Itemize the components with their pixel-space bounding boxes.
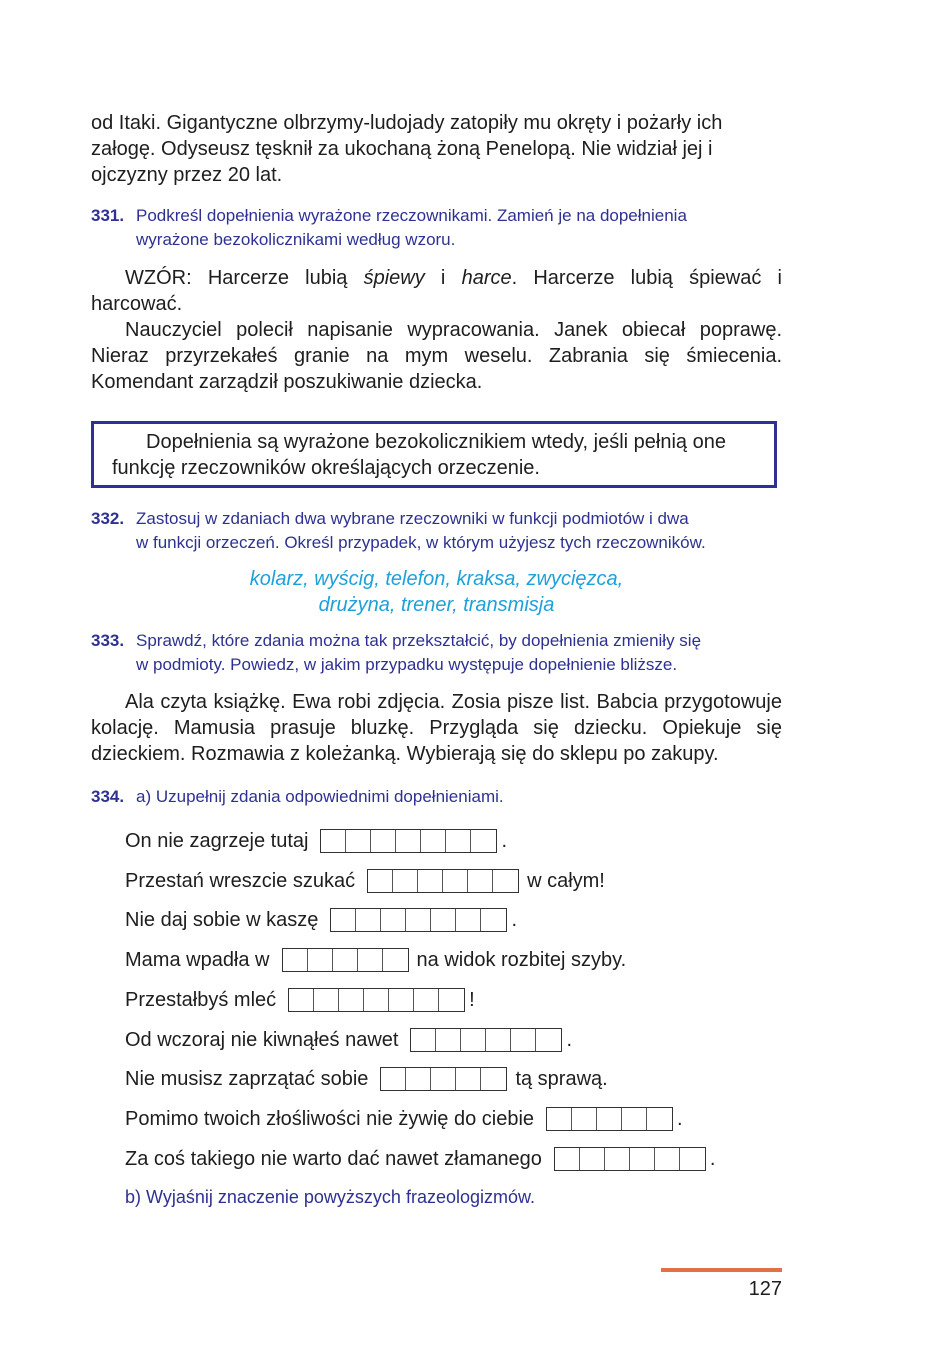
letter-cell[interactable]: [547, 1108, 572, 1130]
letter-cell[interactable]: [406, 1068, 431, 1090]
sentence-end: .: [709, 1147, 716, 1170]
letter-cell[interactable]: [443, 870, 468, 892]
exercise-334-instruction: [91, 785, 782, 809]
instruction-line-2: w podmioty. Powiedz, w jakim przypadku występuje dopełnienie bliższe.: [136, 655, 678, 674]
fill-in-row: [125, 1144, 715, 1174]
letter-cell[interactable]: [389, 989, 414, 1011]
letter-cell[interactable]: [381, 1068, 406, 1090]
letter-cell[interactable]: [371, 830, 396, 852]
letter-cell[interactable]: [630, 1148, 655, 1170]
answer-boxes[interactable]: [288, 988, 465, 1012]
letter-cell[interactable]: [456, 909, 481, 931]
answer-boxes[interactable]: [410, 1028, 562, 1052]
fill-in-row: [125, 1064, 608, 1094]
rule-info-box: [91, 421, 777, 488]
exercise-331-instruction: [91, 204, 782, 252]
letter-cell[interactable]: [308, 949, 333, 971]
intro-line-1: od Itaki. Gigantyczne olbrzymy-ludojady zatopiły mu okręty i pożarły ich: [91, 112, 723, 134]
letter-cell[interactable]: [536, 1029, 561, 1051]
word-list-line-2: drużyna, trener, transmisja: [318, 594, 555, 616]
wzor-word-1: śpiewy: [363, 267, 425, 289]
answer-boxes[interactable]: [546, 1107, 673, 1131]
fill-in-row: [125, 826, 507, 856]
exercise-number: 333.: [91, 631, 125, 650]
sentence-end: na widok rozbitej szyby.: [416, 949, 627, 972]
letter-cell[interactable]: [421, 830, 446, 852]
letter-cell[interactable]: [364, 989, 389, 1011]
letter-cell[interactable]: [431, 909, 456, 931]
wzor-suffix: . Harcerze lubią śpiewać i harcować.: [91, 267, 783, 315]
sentence-start: Nie daj sobie w kaszę: [125, 909, 319, 932]
wzor-prefix: WZÓR: Harcerze lubią: [125, 267, 364, 289]
instruction-line-2: wyrażone bezokolicznikami według wzoru.: [136, 230, 456, 249]
sentence-start: On nie zagrzeje tutaj: [125, 830, 309, 852]
instruction-line-2: w funkcji orzeczeń. Określ przypadek, w którym użyjesz tych rzeczowników.: [136, 533, 706, 552]
letter-cell[interactable]: [383, 949, 408, 971]
exercise-331-example: [91, 265, 782, 395]
answer-boxes[interactable]: [380, 1067, 507, 1091]
wzor-word-2: harce: [461, 267, 512, 289]
letter-cell[interactable]: [283, 949, 308, 971]
sentence-start: Przestań wreszcie szukać: [125, 869, 356, 892]
sentence-end: w całym!: [527, 869, 605, 892]
letter-cell[interactable]: [436, 1029, 461, 1051]
letter-cell[interactable]: [339, 989, 364, 1011]
answer-boxes[interactable]: [282, 948, 409, 972]
sentence-start: Nie musisz zaprzątać sobie: [125, 1068, 369, 1091]
letter-cell[interactable]: [346, 830, 371, 852]
letter-cell[interactable]: [461, 1029, 486, 1051]
footer-rule: [661, 1268, 782, 1272]
letter-cell[interactable]: [555, 1148, 580, 1170]
answer-boxes[interactable]: [320, 829, 497, 853]
letter-cell[interactable]: [580, 1148, 605, 1170]
letter-cell[interactable]: [381, 909, 406, 931]
sentence-end: .: [566, 1028, 573, 1051]
instruction-b: b) Wyjaśnij znaczenie powyższych frazeologizmów.: [125, 1187, 536, 1207]
letter-cell[interactable]: [647, 1108, 672, 1130]
letter-cell[interactable]: [605, 1148, 630, 1170]
fill-in-row: [125, 905, 517, 935]
instruction-line-1: Podkreśl dopełnienia wyrażone rzeczownikami. Zamień je na dopełnienia: [136, 206, 687, 225]
letter-cell[interactable]: [493, 870, 518, 892]
letter-cell[interactable]: [358, 949, 383, 971]
letter-cell[interactable]: [289, 989, 314, 1011]
letter-cell[interactable]: [481, 909, 506, 931]
letter-cell[interactable]: [418, 870, 443, 892]
sentence-end: !: [469, 988, 475, 1011]
intro-line-2: załogę. Odyseusz tęsknił za ukochaną żoną Penelopą. Nie widział jej i: [91, 138, 713, 160]
letter-cell[interactable]: [393, 870, 418, 892]
letter-cell[interactable]: [680, 1148, 705, 1170]
letter-cell[interactable]: [333, 949, 358, 971]
letter-cell[interactable]: [622, 1108, 647, 1130]
exercise-333-text-block: [91, 689, 782, 767]
sentence-start: Za coś takiego nie warto dać nawet złamanego: [125, 1147, 542, 1170]
sentence-start: Mama wpadła w: [125, 949, 270, 972]
wzor-example: [91, 265, 782, 317]
letter-cell[interactable]: [396, 830, 421, 852]
instruction-line-1: Zastosuj w zdaniach dwa wybrane rzeczowniki w funkcji podmiotów i dwa: [136, 509, 689, 528]
sentence-end: tą sprawą.: [515, 1068, 608, 1091]
wzor-mid: i: [424, 267, 462, 289]
fill-in-row: [125, 945, 626, 975]
sentence-start: Od wczoraj nie kiwnąłeś nawet: [125, 1028, 399, 1051]
fill-in-row: [125, 866, 605, 896]
exercise-332-instruction: [91, 507, 782, 555]
answer-boxes[interactable]: [330, 908, 507, 932]
instruction-line-1: Sprawdź, które zdania można tak przekształcić, by dopełnienia zmieniły się: [136, 631, 702, 650]
rule-text: Dopełnienia są wyrażone bezokolicznikiem wtedy, jeśli pełnią one funkcję rzeczowników określających orzeczenie.: [112, 431, 726, 479]
page-number: 127: [748, 1278, 782, 1300]
letter-cell[interactable]: [446, 830, 471, 852]
letter-cell[interactable]: [572, 1108, 597, 1130]
sentence-start: Przestałbyś mleć: [125, 988, 277, 1011]
sentence-end: .: [677, 1107, 683, 1130]
letter-cell[interactable]: [356, 909, 381, 931]
intro-line-3: ojczyzny przez 20 lat.: [91, 164, 283, 186]
letter-cell[interactable]: [431, 1068, 456, 1090]
letter-cell[interactable]: [368, 870, 393, 892]
answer-boxes[interactable]: [367, 869, 519, 893]
word-list: [91, 566, 782, 618]
letter-cell[interactable]: [314, 989, 339, 1011]
letter-cell[interactable]: [331, 909, 356, 931]
intro-paragraph: [91, 110, 782, 188]
sentence-end: .: [511, 909, 517, 932]
letter-cell[interactable]: [439, 989, 464, 1011]
letter-cell[interactable]: [486, 1029, 511, 1051]
exercise-number: 334.: [91, 787, 125, 806]
letter-cell[interactable]: [471, 830, 496, 852]
fill-in-row: [125, 985, 475, 1015]
answer-boxes[interactable]: [554, 1147, 706, 1171]
letter-cell[interactable]: [321, 830, 346, 852]
instruction-a: a) Uzupełnij zdania odpowiednimi dopełnieniami.: [136, 787, 504, 806]
letter-cell[interactable]: [597, 1108, 622, 1130]
exercise-333-instruction: [91, 629, 782, 677]
letter-cell[interactable]: [655, 1148, 680, 1170]
letter-cell[interactable]: [456, 1068, 481, 1090]
sentence-end: .: [501, 830, 507, 852]
exercise-331-text: Nauczyciel polecił napisanie wypracowania. Janek obiecał poprawę. Nieraz przyrzekałeś granie na mym weselu. Zabrania się śmiecenia. Komendant zarządził poszukiwanie dziecka.: [91, 319, 782, 393]
letter-cell[interactable]: [406, 909, 431, 931]
fill-in-row: [125, 1104, 683, 1134]
word-list-line-1: kolarz, wyścig, telefon, kraksa, zwycięzca,: [249, 568, 624, 590]
exercise-333-text: Ala czyta książkę. Ewa robi zdjęcia. Zosia pisze list. Babcia przygotowuje kolację. Mamusia prasuje bluzkę. Przygląda się dziecku. Opiekuje się dzieckiem. Rozmawia z koleżanką. Wybierają się do sklepu po zakupy.: [91, 691, 782, 765]
letter-cell[interactable]: [511, 1029, 536, 1051]
exercise-number: 331.: [91, 206, 125, 225]
fill-in-row: [125, 1025, 572, 1055]
exercise-number: 332.: [91, 509, 125, 528]
letter-cell[interactable]: [411, 1029, 436, 1051]
sentence-start: Pomimo twoich złośliwości nie żywię do ciebie: [125, 1107, 535, 1130]
letter-cell[interactable]: [468, 870, 493, 892]
letter-cell[interactable]: [481, 1068, 506, 1090]
letter-cell[interactable]: [414, 989, 439, 1011]
